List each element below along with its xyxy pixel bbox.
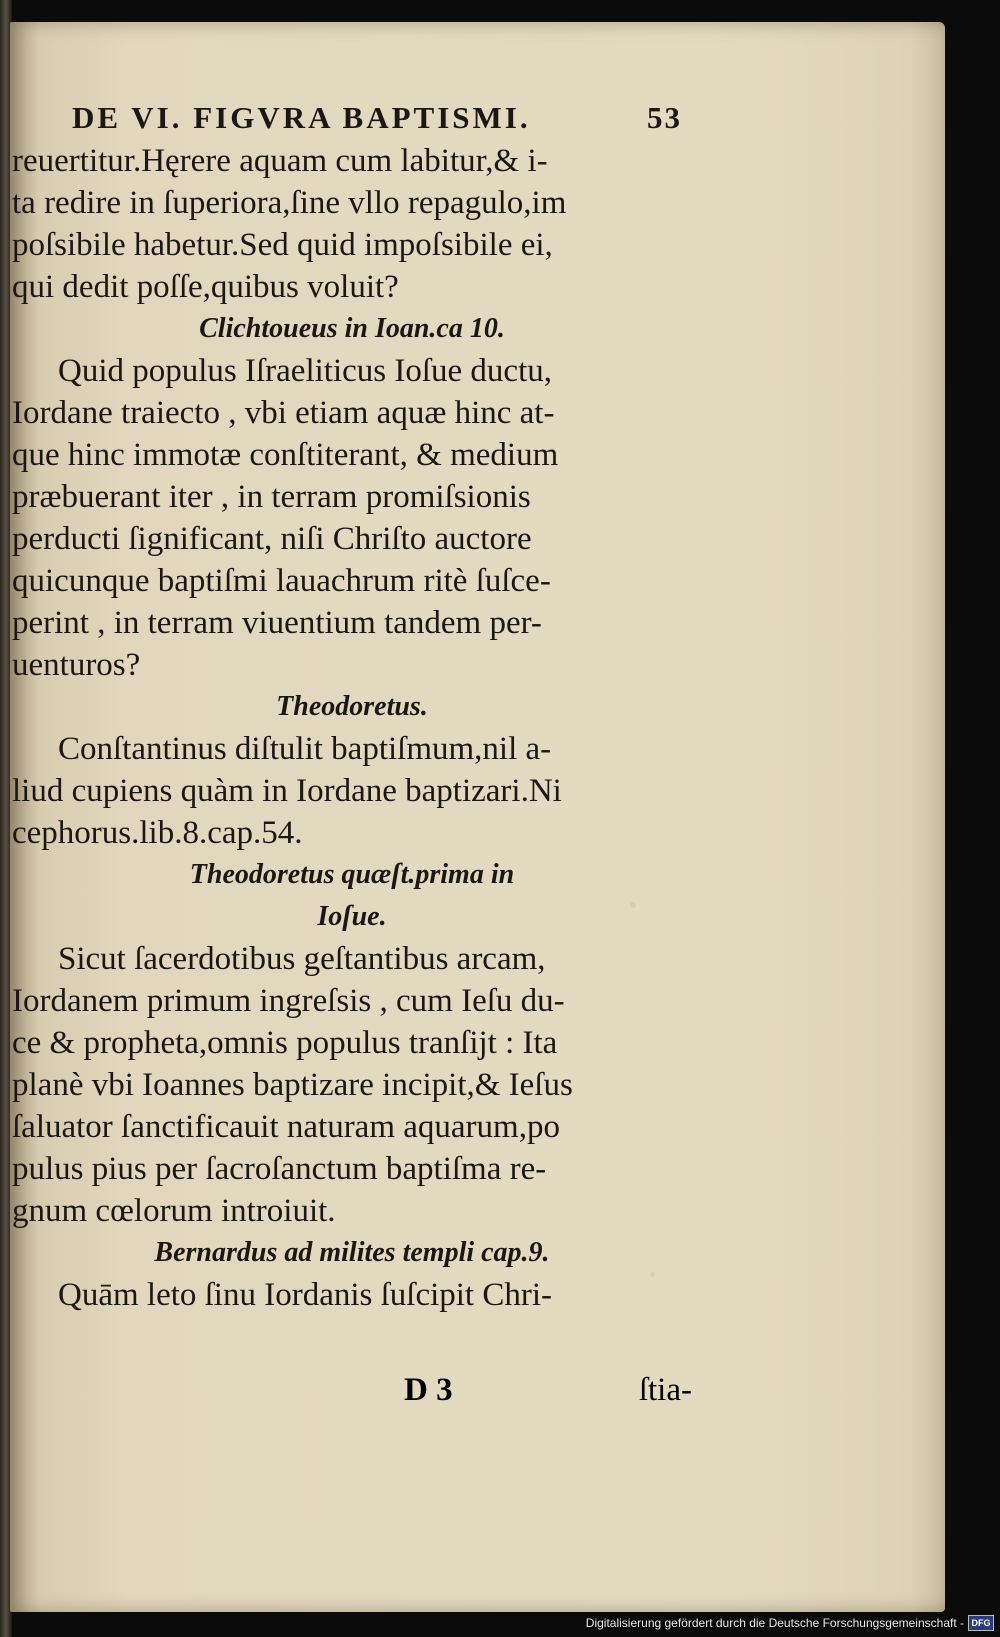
text-line: ce & propheta,omnis populus tranſijt : Ita xyxy=(12,1025,558,1061)
section-citation: Bernardus ad milites templi cap.9. xyxy=(154,1237,550,1268)
signature-mark: D 3 xyxy=(404,1372,453,1408)
text-line: Iordanem primum ingreſsis , cum Ieſu du- xyxy=(12,983,565,1019)
text-line: que hinc immotæ conſtiterant, & medium xyxy=(12,437,559,473)
section-citation: Theodoretus. xyxy=(276,691,428,722)
text-line: perducti ſignificant, niſi Chriſto auctore xyxy=(12,521,532,557)
text-line: præbuerant iter , in terram promiſsionis xyxy=(12,479,531,515)
text-line: quicunque baptiſmi lauachrum ritè ſuſce- xyxy=(12,563,551,599)
text-line: cephorus.lib.8.cap.54. xyxy=(12,815,303,851)
text-line: reuertitur.Hęrere aquam cum labitur,& i- xyxy=(12,143,548,179)
page-footer xyxy=(12,1372,692,1414)
text-line: poſsibile habetur.Sed quid impoſsibile ei, xyxy=(12,227,553,263)
text-line: Conſtantinus diſtulit baptiſmum,nil a- xyxy=(58,731,552,767)
text-line: uenturos? xyxy=(12,647,141,683)
text-line: qui dedit poſſe,quibus voluit? xyxy=(12,269,399,305)
section-citation: Clichtoueus in Ioan.ca 10. xyxy=(199,313,505,344)
credit-text: Digitalisierung gefördert durch die Deutsche Forschungsgemeinschaft - xyxy=(585,1616,964,1630)
text-line: Quām leto ſinu Iordanis ſuſcipit Chri- xyxy=(58,1277,553,1313)
text-line: liud cupiens quàm in Iordane baptizari.Ni xyxy=(12,773,562,809)
text-line: Iordane traiecto , vbi etiam aquæ hinc at- xyxy=(12,395,555,431)
text-line: Quid populus Iſraeliticus Ioſue ductu, xyxy=(58,353,552,389)
page-number: 53 xyxy=(647,100,682,135)
digitization-credit xyxy=(586,1613,994,1633)
dfg-logo-icon: DFG xyxy=(968,1615,994,1631)
section-citation: Theodoretus quæſt.prima in xyxy=(189,859,515,890)
section-citation: Ioſue. xyxy=(317,901,387,932)
text-line: ſaluator ſanctificauit naturam aquarum,po xyxy=(12,1109,560,1145)
text-line: pulus pius per ſacroſanctum baptiſma re- xyxy=(12,1151,547,1187)
page-body-text xyxy=(12,140,692,1316)
running-title: DE VI. FIGVRA BAPTISMI. xyxy=(72,100,531,135)
running-header xyxy=(72,100,682,142)
text-line: planè vbi Ioannes baptizare incipit,& Ieſus xyxy=(12,1067,573,1103)
text-line: ta redire in ſuperiora,ſine vllo repagulo,im xyxy=(12,185,567,221)
text-line: perint , in terram viuentium tandem per- xyxy=(12,605,542,641)
text-line: Sicut ſacerdotibus geſtantibus arcam, xyxy=(58,941,546,977)
catchword: ſtia- xyxy=(638,1372,692,1408)
text-line: gnum cœlorum introiuit. xyxy=(12,1193,336,1229)
